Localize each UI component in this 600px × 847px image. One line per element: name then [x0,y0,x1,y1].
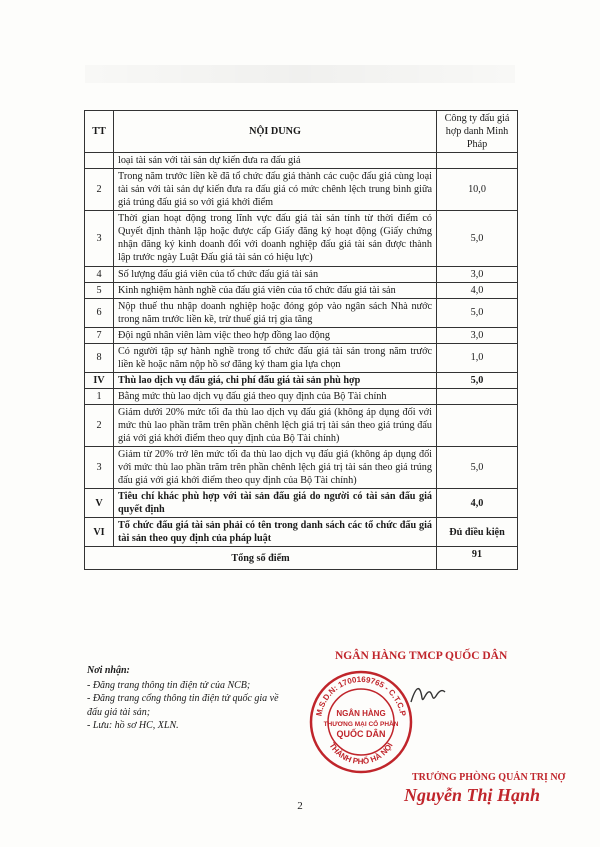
row-score [437,404,518,446]
row-score [437,153,518,169]
row-number: VI [85,518,114,547]
row-number: 4 [85,266,114,282]
row-content: Có người tập sự hành nghề trong tổ chức đấu giá tài sản trong năm trước liền kề hoặc năm nộp hồ sơ đăng ký tham gia lựa chọn [114,343,437,372]
row-content: Giảm từ 20% trở lên mức tối đa thù lao dịch vụ đấu giá (không áp dụng đối với mức thù lao phần trăm trên phần chênh lệch giá trị tài sản theo giá trúng đấu giá với giá khởi điểm theo quy định của Bộ Tài chính) [114,447,437,489]
row-content: Thù lao dịch vụ đấu giá, chi phí đấu giá tài sản phù hợp [114,372,437,388]
row-score: 3,0 [437,327,518,343]
row-content: Trong năm trước liền kề đã tổ chức đấu giá thành các cuộc đấu giá cùng loại tài sản với tài sản dự kiến đưa ra đấu giá có mức chênh lệch trung bình giữa giá trúng đấu giá so với giá khởi điểm [114,169,437,211]
row-number [85,153,114,169]
company-seal [307,668,415,776]
row-content: Tiêu chí khác phù hợp với tài sản đấu giá do người có tài sản đấu giá quyết định [114,489,437,518]
row-number: 3 [85,447,114,489]
recipients-block [87,664,287,733]
row-score: 4,0 [437,282,518,298]
row-content: Đội ngũ nhân viên làm việc theo hợp đồng lao động [114,327,437,343]
table-row [85,153,518,169]
column-header-tt: TT [85,111,114,153]
table-row [85,343,518,372]
table-row [85,489,518,518]
stamp-outer-text: M.S.D.N: 1700169765 - C.T.C.P [314,674,408,717]
stamp-bottom-text: THÀNH PHỐ HÀ NỘI [327,741,395,767]
table-row [85,388,518,404]
table-row [85,372,518,388]
recipient-item: - Đăng trang cổng thông tin điện tử quốc gia về đấu giá tài sản; [87,693,279,718]
table-row [85,327,518,343]
table-body [85,153,518,547]
total-row [85,547,518,570]
table-row [85,169,518,211]
signer-position: TRƯỞNG PHÒNG QUẢN TRỊ NỢ [412,772,566,783]
row-score: 3,0 [437,266,518,282]
row-number: 8 [85,343,114,372]
table-header-row [85,111,518,153]
row-number: 6 [85,298,114,327]
total-label: Tổng số điểm [85,547,437,570]
stamp-inner-line: QUỐC DÂN [336,729,386,739]
table-row [85,518,518,547]
row-number: V [85,489,114,518]
row-content: Nộp thuế thu nhập doanh nghiệp hoặc đóng góp vào ngân sách Nhà nước trong năm trước liền kề, trừ thuế giá trị gia tăng [114,298,437,327]
row-score: 10,0 [437,169,518,211]
total-value: 91 [437,547,518,570]
page-number: 2 [297,800,303,812]
row-number: 1 [85,388,114,404]
table-row [85,266,518,282]
stamp-inner-line: NGÂN HÀNG [336,709,386,718]
row-score: 4,0 [437,489,518,518]
row-content: Kinh nghiệm hành nghề của đấu giá viên của tổ chức đấu giá tài sản [114,282,437,298]
row-content: Giảm dưới 20% mức tối đa thù lao dịch vụ đấu giá (không áp dụng đối với mức thù lao phần trăm trên phần chênh lệch giá trị tài sản theo giá trúng đấu giá với giá khởi điểm theo quy định của Bộ Tài chính) [114,404,437,446]
row-score: 5,0 [437,447,518,489]
row-number: 5 [85,282,114,298]
row-content: Tổ chức đấu giá tài sản phải có tên trong danh sách các tổ chức đấu giá tài sản theo quy định của pháp luật [114,518,437,547]
row-content: Số lượng đấu giá viên của tổ chức đấu giá tài sản [114,266,437,282]
column-header-content: NỘI DUNG [114,111,437,153]
row-score: Đủ điều kiện [437,518,518,547]
table-row [85,211,518,266]
row-score: 1,0 [437,343,518,372]
recipient-item: - Lưu: hồ sơ HC, XLN. [87,720,179,731]
bank-name: NGÂN HÀNG TMCP QUỐC DÂN [335,650,508,662]
table-row [85,447,518,489]
row-number: IV [85,372,114,388]
scan-artifact [85,65,515,83]
table-row [85,282,518,298]
handwritten-signature [408,680,448,710]
row-content: Thời gian hoạt động trong lĩnh vực đấu giá tài sản tính từ thời điểm có Quyết định thành lập hoặc được cấp Giấy đăng ký hoạt động (Giấy chứng nhận đăng ký kinh doanh đối với doanh nghiệp đấu giá tài sản được thành lập trước ngày Luật Đấu giá tài sản có hiệu lực) [114,211,437,266]
row-content: Bằng mức thù lao dịch vụ đấu giá theo quy định của Bộ Tài chính [114,388,437,404]
row-score [437,388,518,404]
column-header-score: Công ty đấu giá hợp danh Minh Pháp [437,111,518,153]
row-number: 3 [85,211,114,266]
criteria-table [84,110,518,570]
row-content: loại tài sản với tài sản dự kiến đưa ra đấu giá [114,153,437,169]
signer-name: Nguyễn Thị Hạnh [404,785,541,805]
row-number: 7 [85,327,114,343]
row-score: 5,0 [437,211,518,266]
recipients-heading: Nơi nhận: [87,665,130,676]
row-score: 5,0 [437,372,518,388]
row-number: 2 [85,169,114,211]
row-score: 5,0 [437,298,518,327]
recipient-item: - Đăng trang thông tin điện tử của NCB; [87,679,251,691]
stamp-inner-line: THƯƠNG MẠI CỔ PHẦN [323,721,399,728]
table-row [85,404,518,446]
table-row [85,298,518,327]
row-number: 2 [85,404,114,446]
